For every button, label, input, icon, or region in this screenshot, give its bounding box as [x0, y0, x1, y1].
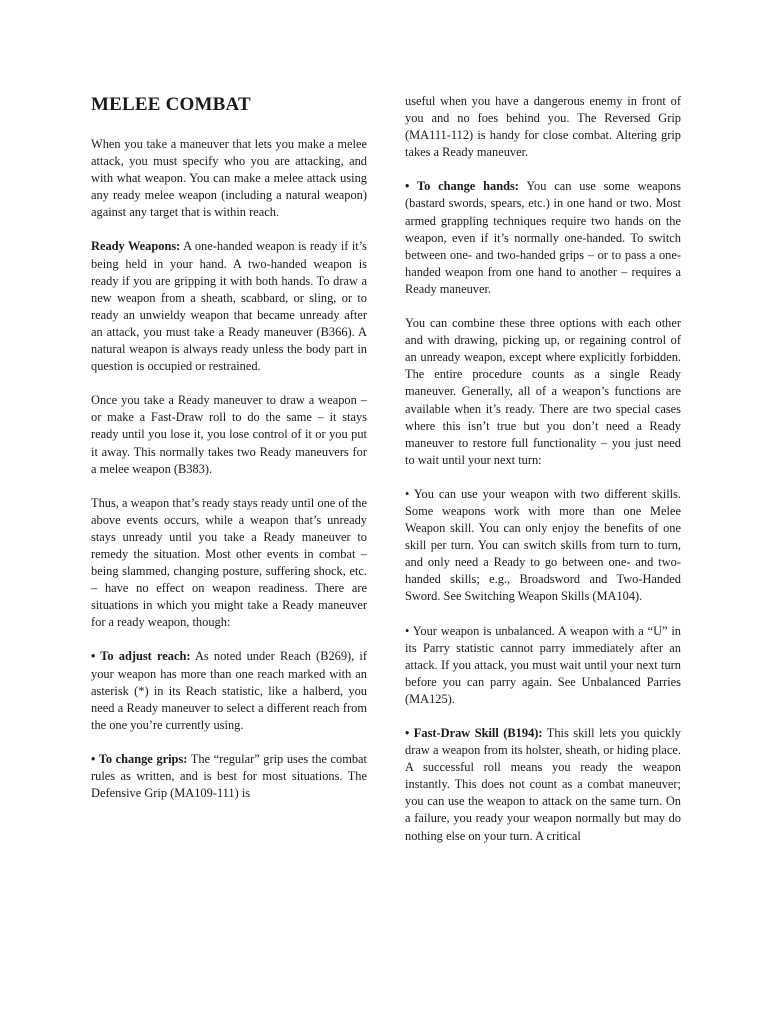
- right-column-paragraphs: [405, 93, 681, 845]
- paragraph-lead: • Fast-Draw Skill (B194):: [405, 726, 543, 740]
- paragraph-text: • Your weapon is unbalanced. A weapon with a “U” in its Parry statistic cannot parry immediately after an attack. If you attack, you must wait until your next turn before you can parry again. See Unbalanced Parries (MA125).: [405, 623, 681, 706]
- paragraph-text: A one-handed weapon is ready if it’s being held in your hand. A two-handed weapon is ready if you are gripping it with both hands. To draw a new weapon from a sheath, scabbard, or sling, or to ready an unwieldy weapon that became unready after an attack, you must take a Ready maneuver (B366). A natural weapon is always ready unless the body part in question is occupied or restrained.: [91, 239, 368, 374]
- paragraph: [405, 623, 681, 708]
- paragraph-text: You can combine these three options with each other and with drawing, picking up, or regaining control of an unready weapon, except where explicitly forbidden. The entire procedure counts as a single Ready maneuver. Generally, all of a weapon’s functions are available when it’s ready. There are two special cases where this isn’t true but you don’t need a Ready maneuver to restore full functionality – you just need to wait until your next turn:: [405, 316, 681, 467]
- paragraph: [405, 486, 681, 606]
- paragraph-text: When you take a maneuver that lets you make a melee attack, you must specify who you are attacking, and with what weapon. You can make a melee attack using any ready melee weapon (including a natural weapon) against any target that is within reach.: [91, 137, 367, 220]
- paragraph-text: As noted under Reach (B269), if your weapon has more than one reach marked with an asterisk (*) in its Reach statistic, like a halberd, you need a Ready maneuver to select a different reach from the one you’re currently using.: [91, 649, 367, 732]
- paragraph: [405, 725, 681, 845]
- paragraph-text: This skill lets you quickly draw a weapon from its holster, sheath, or hiding place. A successful roll means you ready the weapon instantly. This does not count as a combat maneuver; you can use the weapon to attack on the same turn. On a failure, you ready your weapon normally but may do nothing else on your turn. A critical: [405, 726, 681, 843]
- paragraph-text: Once you take a Ready maneuver to draw a weapon – or make a Fast-Draw roll to do the same – it stays ready until you lose it, you lose control of it or you put it away. This normally takes two Ready maneuvers for a melee weapon (B383).: [91, 393, 367, 476]
- paragraph-text: • You can use your weapon with two different skills. Some weapons work with more than one Melee Weapon skill. You can only enjoy the benefits of one skill per turn. You can switch skills from turn to turn, and only need a Ready to go between one- and two-handed skills; e.g., Broadsword and Two-Handed Sword. See Switching Weapon Skills (MA104).: [405, 486, 681, 604]
- paragraph: [91, 392, 367, 477]
- paragraph-lead: • To change grips:: [91, 751, 188, 766]
- paragraph: [91, 751, 367, 802]
- right-column: [405, 93, 681, 862]
- paragraph-text: Thus, a weapon that’s ready stays ready until one of the above events occurs, while a weapon that’s unready stays unready until you take a Ready maneuver to remedy the situation. Most other events in combat – being slammed, changing posture, suffering shock, etc. – have no effect on weapon readiness. There are situations in which you might take a Ready maneuver for a ready weapon, though:: [91, 495, 367, 630]
- paragraph-text: The “regular” grip uses the combat rules as written, and is best for most situations. The Defensive Grip (MA109-111) is: [91, 751, 367, 801]
- paragraph-lead: • To change hands:: [405, 179, 519, 194]
- paragraph-text: useful when you have a dangerous enemy in front of you and no foes behind you. The Reversed Grip (MA111-112) is handy for close combat. Altering grip takes a Ready maneuver.: [405, 94, 681, 160]
- left-column-paragraphs: [91, 136, 367, 802]
- paragraph-lead: Ready Weapons:: [91, 239, 181, 254]
- paragraph: [91, 136, 367, 221]
- paragraph: [91, 238, 367, 375]
- left-column: [91, 94, 367, 819]
- paragraph: [91, 648, 367, 733]
- paragraph: [91, 495, 367, 632]
- paragraph: [405, 93, 681, 161]
- page-title: MELEE COMBAT: [91, 94, 251, 115]
- paragraph-lead: • To adjust reach:: [91, 649, 191, 664]
- paragraph: [405, 178, 681, 298]
- paragraph-text: You can use some weapons (bastard swords, spears, etc.) in one hand or two. Most armed grappling techniques require two hands on the weapon, even if it’s normally one-handed. To switch between one- and two-handed grips – or to pass a one-handed weapon from one hand to another – requires a Ready maneuver.: [405, 179, 682, 296]
- paragraph: [405, 315, 681, 469]
